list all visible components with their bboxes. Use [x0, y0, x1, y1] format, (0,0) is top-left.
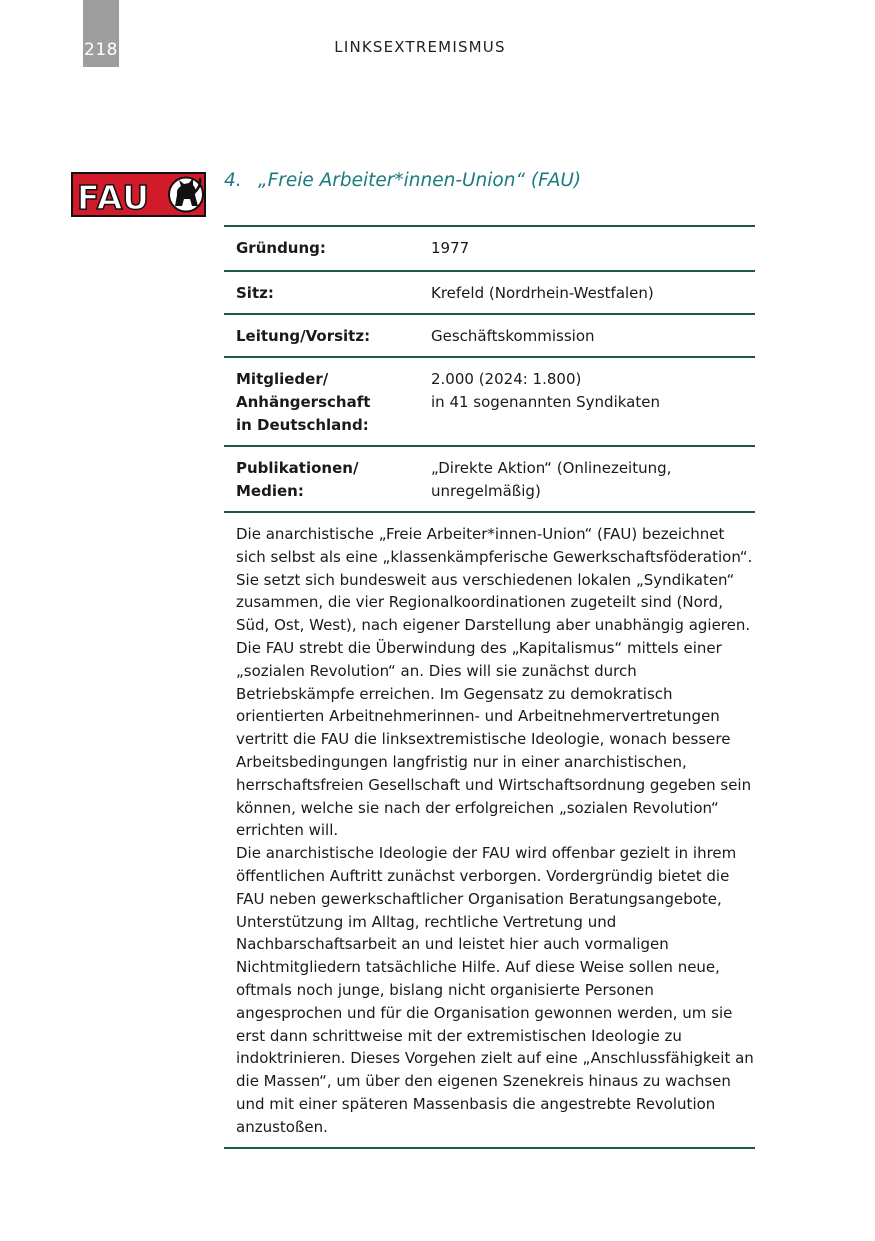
fact-label-line: Mitglieder/ — [236, 370, 329, 388]
fact-label-line: Anhängerschaft — [236, 393, 371, 411]
fact-value: 1977 — [431, 239, 470, 257]
fact-label: Sitz: — [236, 284, 274, 302]
fact-value — [431, 357, 755, 446]
fact-value-line: „Direkte Aktion“ (Onlinezeitung, — [431, 459, 672, 477]
description-paragraph: Die FAU strebt die Überwindung des „Kapitalismus“ mittels einer „sozialen Revolution“ an. Dies will sie zunächst durch Betriebskämpfe erreichen. Im Gegensatz zu demokratisch orientierten Arbeitnehmerinnen- und Arbeitnehmervertretungen vertritt die FAU die linksextremistische Ideologie, wonach bessere Arbeitsbedingungen langfristig nur in einer anarchistischen, herrschaftsfreien Gesellschaft und Wirtschaftsordnung gegeben sein können, welche sie nach der erfolgreichen „sozialen Revolution“ errichten will. — [236, 638, 752, 840]
fact-label-line: Medien: — [236, 482, 304, 500]
page-number: 218 — [84, 40, 118, 60]
fact-label — [224, 357, 431, 446]
fact-value: Geschäftskommission — [431, 327, 595, 345]
fact-value-line: in 41 sogenannten Syndikaten — [431, 393, 660, 411]
fact-label — [224, 446, 431, 512]
description-text — [224, 512, 755, 1148]
description-row — [224, 512, 755, 1148]
fact-value — [431, 446, 755, 512]
description-paragraph: Die anarchistische „Freie Arbeiter*innen-Union“ (FAU) bezeichnet sich selbst als eine „klassenkämpferische Gewerkschaftsföderation“. Sie setzt sich bundesweit aus verschiedenen lokalen „Syndikaten“ zusammen, die vier Regionalkoordinationen zugeteilt sind (Nord, Süd, Ost, West), nach eigener Darstellung aber unabhängig agieren. — [236, 525, 753, 635]
black-cat-icon — [169, 178, 203, 212]
fact-label: Leitung/Vorsitz: — [236, 327, 371, 345]
fact-table — [224, 225, 755, 1149]
fact-label-line: in Deutschland: — [236, 416, 369, 434]
description-paragraph: Die anarchistische Ideologie der FAU wird offenbar gezielt in ihrem öffentlichen Auftritt zunächst verborgen. Vordergründig bietet die FAU neben gewerkschaftlicher Organisation Beratungsangebote, Unterstützung im Alltag, rechtliche Vertretung und Nachbarschaftsarbeit an und leistet hier auch vormaligen Nichtmitgliedern tatsächliche Hilfe. Auf diese Weise sollen neue, oftmals noch junge, bislang nicht organisierte Personen angesprochen und für die Organisation gewonnen werden, um sie erst dann schrittweise mit der extremistischen Ideologie zu indoktrinieren. Dieses Vorgehen zielt auf eine „Anschlussfähigkeit an die Massen“, um über den eigenen Szenekreis hinaus zu wachsen und mit einer späteren Massenbasis die angestrebte Revolution anzustoßen. — [236, 844, 754, 1136]
page-number-tab — [83, 0, 119, 67]
fact-row-leitung — [224, 314, 755, 357]
fact-row-mitglieder — [224, 357, 755, 446]
section-heading — [224, 170, 581, 191]
fact-label-line: Publikationen/ — [236, 459, 359, 477]
fau-logo-text: FAU — [77, 178, 151, 217]
section-title: „Freie Arbeiter*innen-Union“ (FAU) — [258, 170, 582, 191]
section-number: 4. — [224, 170, 242, 191]
fact-value: Krefeld (Nordrhein-Westfalen) — [431, 284, 654, 302]
fact-value-line: unregelmäßig) — [431, 482, 541, 500]
fau-logo — [71, 172, 206, 217]
fact-row-publikationen — [224, 446, 755, 512]
fact-row-gruendung — [224, 226, 755, 271]
fact-row-sitz — [224, 271, 755, 314]
running-head: LINKSEXTREMISMUS — [334, 38, 506, 56]
fact-value-line: 2.000 (2024: 1.800) — [431, 370, 582, 388]
fact-label: Gründung: — [236, 239, 326, 257]
